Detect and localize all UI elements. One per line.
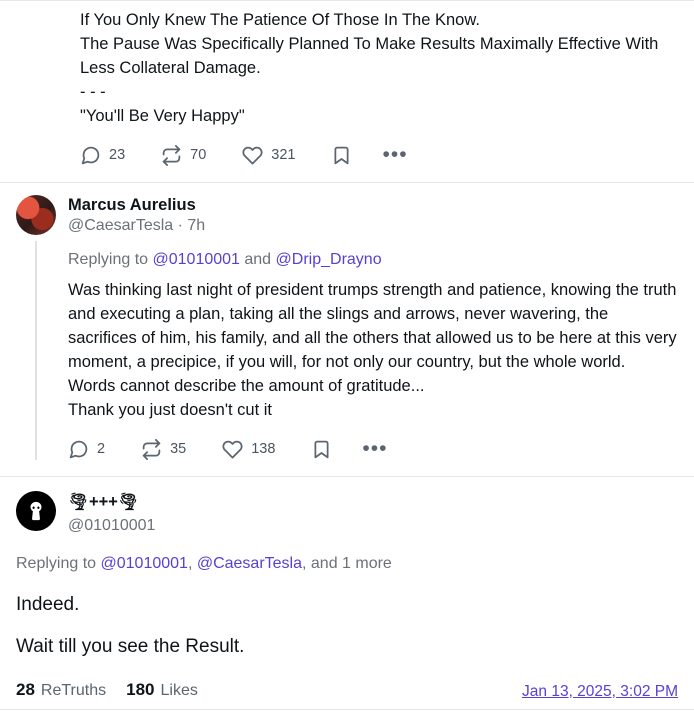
mention-link[interactable]: @01010001	[152, 251, 240, 269]
retruth-icon	[141, 439, 162, 460]
like-button[interactable]	[222, 439, 275, 460]
author-handle-row	[68, 216, 678, 237]
reply-button[interactable]	[80, 145, 125, 166]
author-handle[interactable]: @CaesarTesla	[68, 217, 174, 235]
post-text-line: Indeed.	[16, 593, 80, 615]
likes-label[interactable]: Likes	[160, 681, 198, 699]
post-text-line: Words cannot describe the amount of gratitude...	[68, 376, 425, 395]
reply-count: 2	[97, 441, 106, 458]
post-author	[68, 195, 678, 237]
bookmark-button[interactable]	[331, 145, 352, 166]
reply-icon	[80, 145, 101, 166]
replying-comma: ,	[187, 554, 197, 572]
replying-suffix: , and 1 more	[302, 554, 392, 572]
author-display-name[interactable]: 🌪+++🌪	[68, 492, 139, 511]
like-count: 138	[251, 441, 276, 458]
like-button[interactable]	[242, 145, 295, 166]
author-handle[interactable]: @01010001	[68, 517, 156, 535]
retruth-icon	[161, 145, 182, 166]
post-text-line: "You'll Be Very Happy"	[80, 106, 245, 125]
heart-icon	[222, 439, 243, 460]
retruth-count: 70	[190, 146, 207, 163]
thread-connector-line	[35, 241, 37, 460]
post-text-line: The Pause Was Specifically Planned To Make Results Maximally Effective With Less Collateral Damage.	[80, 34, 663, 77]
likes-count[interactable]: 180	[126, 679, 155, 699]
mention-link[interactable]: @CaesarTesla	[196, 554, 302, 572]
divider-bottom	[0, 709, 694, 710]
retruth-button[interactable]	[161, 145, 206, 166]
replying-to-label: Replying to	[16, 554, 101, 572]
author-display-name[interactable]: Marcus Aurelius	[68, 195, 196, 214]
post-timestamp-absolute[interactable]: Jan 13, 2025, 3:02 PM	[522, 682, 678, 700]
retruth-count: 35	[170, 441, 187, 458]
avatar[interactable]	[16, 195, 56, 235]
replying-to-label: Replying to	[68, 251, 153, 269]
replying-joiner: and	[239, 251, 276, 269]
mention-link[interactable]: @Drip_Drayno	[275, 251, 382, 269]
reply-icon	[68, 439, 89, 460]
like-count: 321	[271, 146, 296, 163]
avatar[interactable]	[16, 491, 56, 531]
reply-count: 23	[109, 146, 126, 163]
anonymous-mask-icon	[25, 500, 47, 522]
post-text-line: Thank you just doesn't cut it	[68, 400, 273, 419]
post-body	[68, 279, 682, 423]
post-timestamp-relative: 7h	[187, 217, 206, 235]
post-focused	[0, 477, 694, 700]
reply-button[interactable]	[68, 439, 105, 460]
post-text-line: Was thinking last night of president trumps strength and patience, knowing the truth and executing a plan, taking all the slings and arrows, never wavering, the sacrifices of him, his family, and all the others that allowed us to be here at this very moment, a precipice, if you will, for not only our country, but the whole world.	[68, 281, 682, 371]
time-separator: ·	[177, 217, 183, 235]
bookmark-icon	[311, 439, 332, 460]
post-marcus-aurelius	[0, 183, 694, 460]
retruths-label[interactable]: ReTruths	[40, 681, 107, 699]
more-horizontal-icon[interactable]: •••	[382, 143, 408, 167]
replying-to-line	[68, 251, 678, 269]
more-horizontal-icon[interactable]: •••	[362, 437, 388, 461]
post-action-bar	[68, 439, 678, 460]
bookmark-icon	[331, 145, 352, 166]
post-action-bar	[80, 145, 678, 166]
post-author	[16, 491, 678, 537]
post-text-line: Wait till you see the Result.	[16, 636, 245, 658]
post-body	[16, 591, 678, 662]
post-stats-bar	[16, 680, 678, 700]
retruths-count[interactable]: 28	[16, 679, 35, 699]
bookmark-button[interactable]	[311, 439, 332, 460]
post-top-body	[80, 9, 678, 166]
heart-icon	[242, 145, 263, 166]
replying-to-line	[16, 555, 678, 573]
post-top-partial	[0, 1, 694, 166]
mention-link[interactable]: @01010001	[100, 554, 188, 572]
retruth-button[interactable]	[141, 439, 186, 460]
post-text-line: - - -	[80, 82, 106, 101]
post-text-line: If You Only Knew The Patience Of Those In The Know.	[80, 11, 480, 29]
